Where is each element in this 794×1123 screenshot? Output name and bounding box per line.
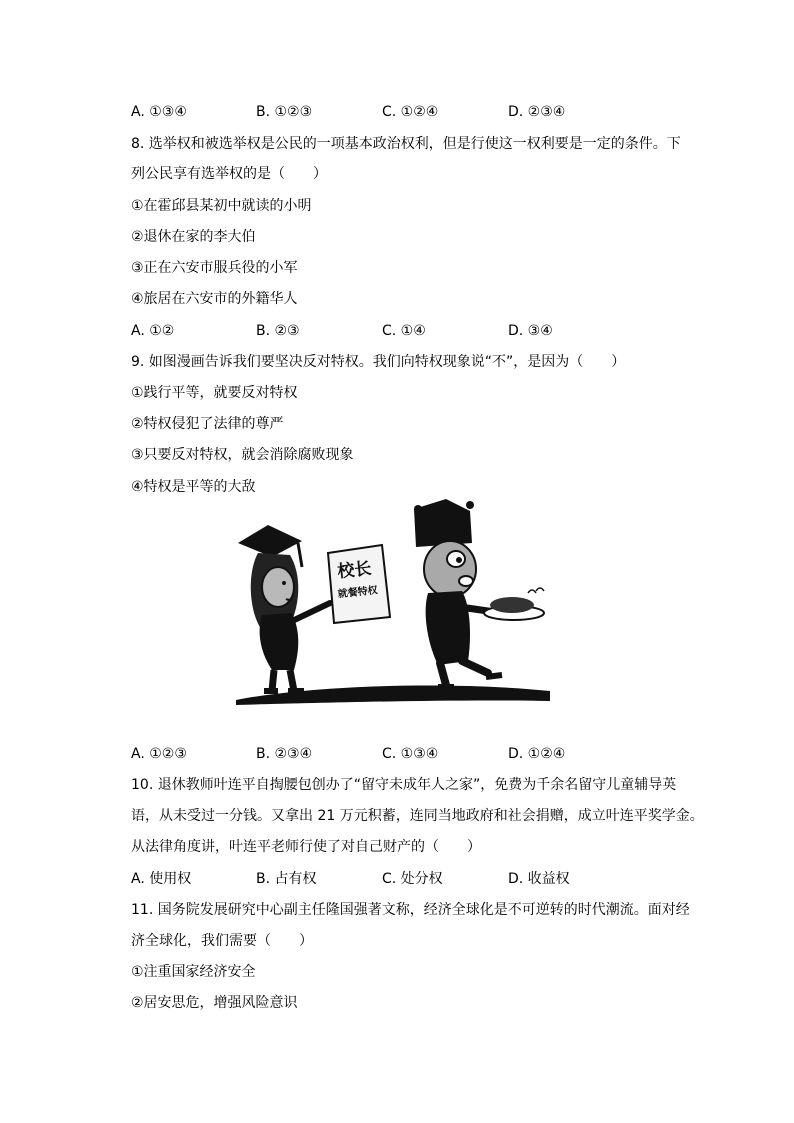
q7-options xyxy=(131,102,691,122)
q7-option-a: A. ①③④ xyxy=(131,104,187,120)
q9-option-b: B. ②③④ xyxy=(256,746,313,762)
q8-item-2: ②退休在家的李大伯 xyxy=(131,229,256,245)
q9-option-c: C. ①③④ xyxy=(382,746,439,762)
q10-option-b: B. 占有权 xyxy=(256,871,317,887)
q10-option-a: A. 使用权 xyxy=(131,871,192,887)
food-plate xyxy=(484,588,544,620)
q10-stem-line2: 语，从未受过一分钱。又拿出 21 万元积蓄，连同当地政府和社会捐赠，成立叶连平奖学金。 xyxy=(131,808,704,824)
q8-stem-line2: 列公民享有选举权的是（ ） xyxy=(131,166,327,182)
q7-option-c: C. ①②④ xyxy=(382,104,439,120)
q9-option-d: D. ①②④ xyxy=(508,746,566,762)
q8-option-c: C. ①④ xyxy=(382,323,426,339)
q7-option-d: D. ②③④ xyxy=(508,104,566,120)
q7-option-b: B. ①②③ xyxy=(256,104,313,120)
q11-item-2: ②居安思危，增强风险意识 xyxy=(131,995,298,1011)
q8-option-b: B. ②③ xyxy=(256,323,300,339)
q9-item-2: ②特权侵犯了法律的尊严 xyxy=(131,416,284,432)
q8-option-d: D. ③④ xyxy=(508,323,553,339)
q8-item-4: ④旅居在六安市的外籍华人 xyxy=(131,291,298,307)
graduate-figure xyxy=(238,525,330,691)
q9-item-1: ①践行平等，就要反对特权 xyxy=(131,385,298,401)
sign-paper xyxy=(328,545,390,623)
q10-stem-line3: 从法律角度讲，叶连平老师行使了对自己财产的（ ） xyxy=(131,839,481,855)
q9-options xyxy=(131,744,691,764)
sign-title: 校长 xyxy=(336,558,373,583)
q11-stem-line2: 济全球化，我们需要（ ） xyxy=(131,933,313,949)
q8-stem-line1: 8. 选举权和被选举权是公民的一项基本政治权利，但是行使这一权利要是一定的条件。下 xyxy=(131,136,681,152)
q10-options xyxy=(131,869,691,889)
q9-stem: 9. 如图漫画告诉我们要坚决反对特权。我们向特权现象说“不”，是因为（ ） xyxy=(131,354,626,370)
q10-option-c: C. 处分权 xyxy=(382,871,443,887)
q8-options xyxy=(131,321,691,341)
q8-option-a: A. ①② xyxy=(131,323,175,339)
q9-item-4: ④特权是平等的大敌 xyxy=(131,479,256,495)
official-figure xyxy=(414,499,502,687)
q8-item-3: ③正在六安市服兵役的小军 xyxy=(131,260,298,276)
q10-option-d: D. 收益权 xyxy=(508,871,570,887)
sign-subtitle: 就餐特权 xyxy=(337,585,379,601)
q11-stem-line1: 11. 国务院发展研究中心副主任隆国强著文称，经济全球化是不可逆转的时代潮流。面对经 xyxy=(131,902,690,918)
q11-item-1: ①注重国家经济安全 xyxy=(131,964,256,980)
q9-option-a: A. ①②③ xyxy=(131,746,187,762)
q10-stem-line1: 10. 退休教师叶连平自掏腰包创办了“留守未成年人之家”，免费为千余名留守儿童辅导英 xyxy=(131,777,677,793)
q8-item-1: ①在霍邱县某初中就读的小明 xyxy=(131,198,312,214)
ground-shadow xyxy=(236,685,550,705)
privilege-cartoon xyxy=(232,495,552,710)
q9-item-3: ③只要反对特权，就会消除腐败现象 xyxy=(131,447,354,463)
